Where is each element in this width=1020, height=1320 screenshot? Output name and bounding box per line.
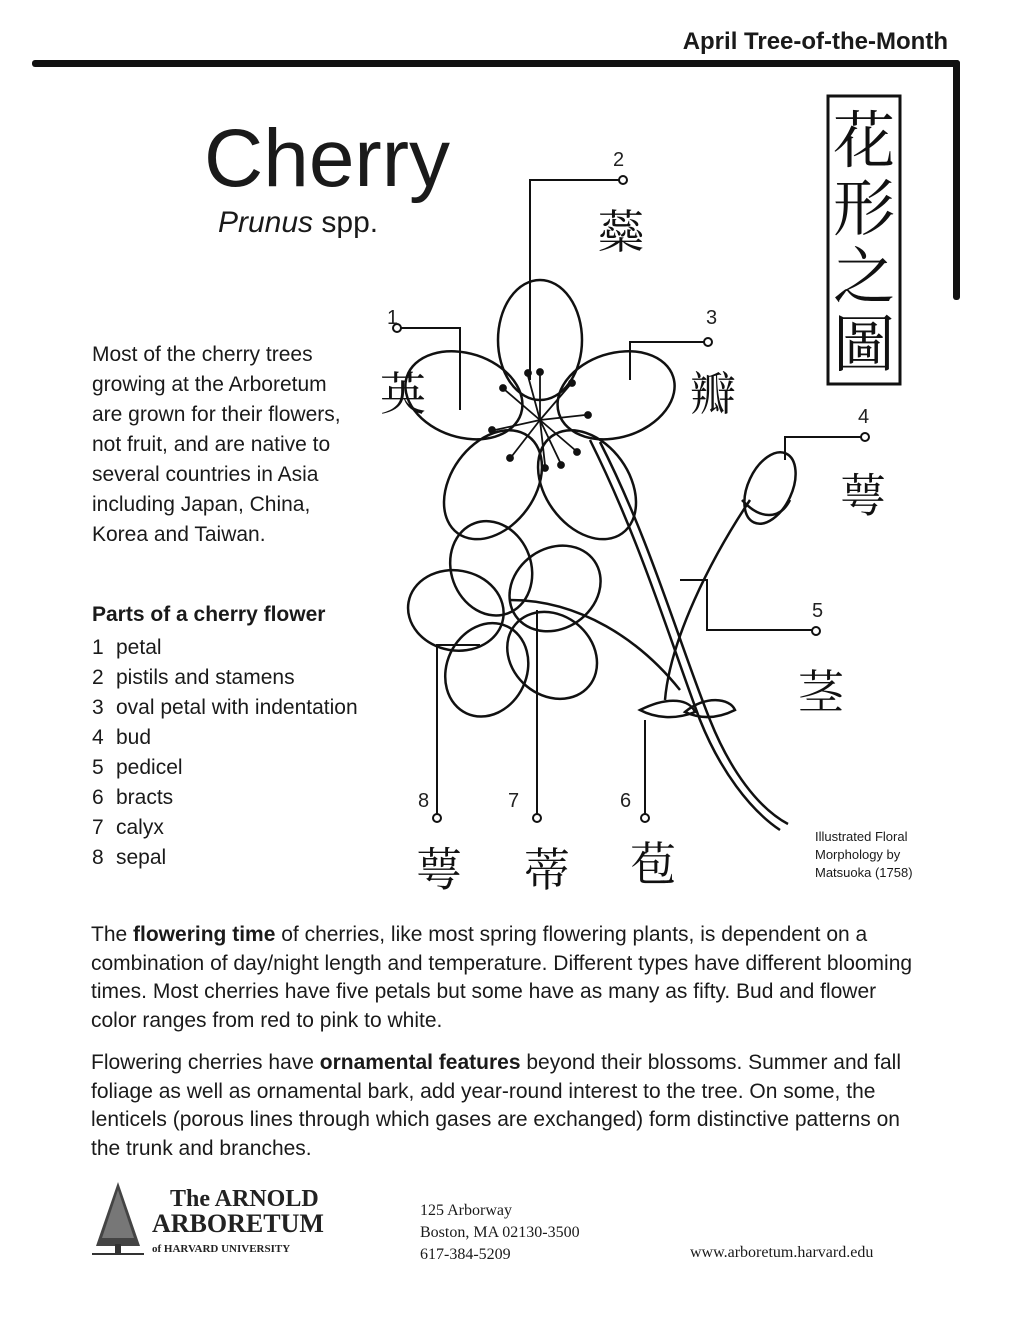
callout-number: 2: [613, 149, 625, 171]
kanji-char: 圖: [832, 308, 896, 381]
jp-label: 蒂: [524, 843, 570, 897]
jp-label: 瓣: [690, 367, 736, 421]
parts-heading: Parts of a cherry flower: [92, 603, 326, 626]
species-abbrev: spp.: [321, 206, 379, 239]
website-link[interactable]: www.arboretum.harvard.edu: [690, 1244, 874, 1261]
svg-text:ARBORETUM: ARBORETUM: [152, 1209, 324, 1238]
header-rule: [32, 60, 960, 67]
kanji-char: 形: [832, 172, 896, 245]
list-item: 4 bud: [92, 726, 152, 749]
jp-label: 萼: [416, 843, 462, 897]
leader-4: [785, 437, 862, 460]
list-item: 7 calyx: [92, 816, 164, 839]
illustration-credit: Illustrated Floral Morphology by Matsuoka (1758): [815, 829, 913, 880]
page-title: Cherry: [204, 113, 451, 204]
callout-number: 4: [858, 406, 870, 428]
arboretum-logo: [88, 1180, 368, 1260]
address-city: Boston, MA 02130-3500: [420, 1224, 580, 1241]
tree-icon: [92, 1182, 144, 1254]
header-rule-vertical: [953, 60, 960, 300]
svg-text:of HARVARD UNIVERSITY: of HARVARD UNIVERSITY: [152, 1243, 291, 1255]
list-item: 1 petal: [92, 636, 162, 659]
back-flower-icon: [402, 510, 618, 731]
leader-8: [437, 645, 480, 815]
paragraph-ornamental-features: Flowering cherries have ornamental features beyond their blossoms. Summer and fall foliage as well as ornamental bark, add year-round interest to the tree. On some, the lenticels (porous lines through which gases are exchanged) form distinctive patterns on the trunk and branches.: [91, 1051, 902, 1160]
svg-text:The ARNOLD: The ARNOLD: [170, 1186, 319, 1212]
page-header: April Tree-of-the-Month: [682, 28, 948, 55]
jp-label: 萼: [840, 469, 886, 523]
bracts-icon: [640, 701, 695, 717]
address-block: [420, 1200, 580, 1266]
parts-list: [92, 633, 358, 873]
list-item: 6 bracts: [92, 786, 174, 809]
callout-number: 8: [418, 790, 430, 812]
address-phone: 617-384-5209: [420, 1246, 511, 1263]
genus-name: Prunus: [218, 206, 314, 239]
kanji-char: 花: [832, 104, 896, 177]
callout-number: 5: [812, 600, 824, 622]
list-item: 3 oval petal with indentation: [92, 696, 358, 719]
intro-text: Most of the cherry trees growing at the Arboretum are grown for their flowers, not fruit, and are native to several countries in Asia including Japan, China, Korea and Taiwan.: [92, 343, 341, 546]
paragraph-flowering-time: The flowering time of cherries, like most spring flowering plants, is dependent on a combination of day/night length and temperature. Different types have different blooming times. Most cherries have five petals but some have as many as fifty. Bud and flower color ranges from red to pink to white.: [91, 923, 913, 1032]
bud-icon: [734, 444, 806, 531]
jp-label: 英: [380, 367, 426, 421]
callout-number: 3: [706, 307, 718, 329]
main-flower-icon: [394, 280, 686, 558]
address-street: 125 Arborway: [420, 1202, 512, 1219]
jp-label: 茎: [798, 665, 844, 719]
jp-label: 蘂: [598, 205, 644, 259]
list-item: 5 pedicel: [92, 756, 183, 779]
jp-label: 苞: [630, 837, 676, 891]
callout-number: 6: [620, 790, 632, 812]
list-item: 8 sepal: [92, 846, 167, 869]
kanji-char: 之: [832, 240, 896, 313]
list-item: 2 pistils and stamens: [92, 666, 295, 689]
flower-illustration: [340, 80, 940, 910]
callout-number: 1: [387, 307, 399, 329]
callout-number: 7: [508, 790, 520, 812]
